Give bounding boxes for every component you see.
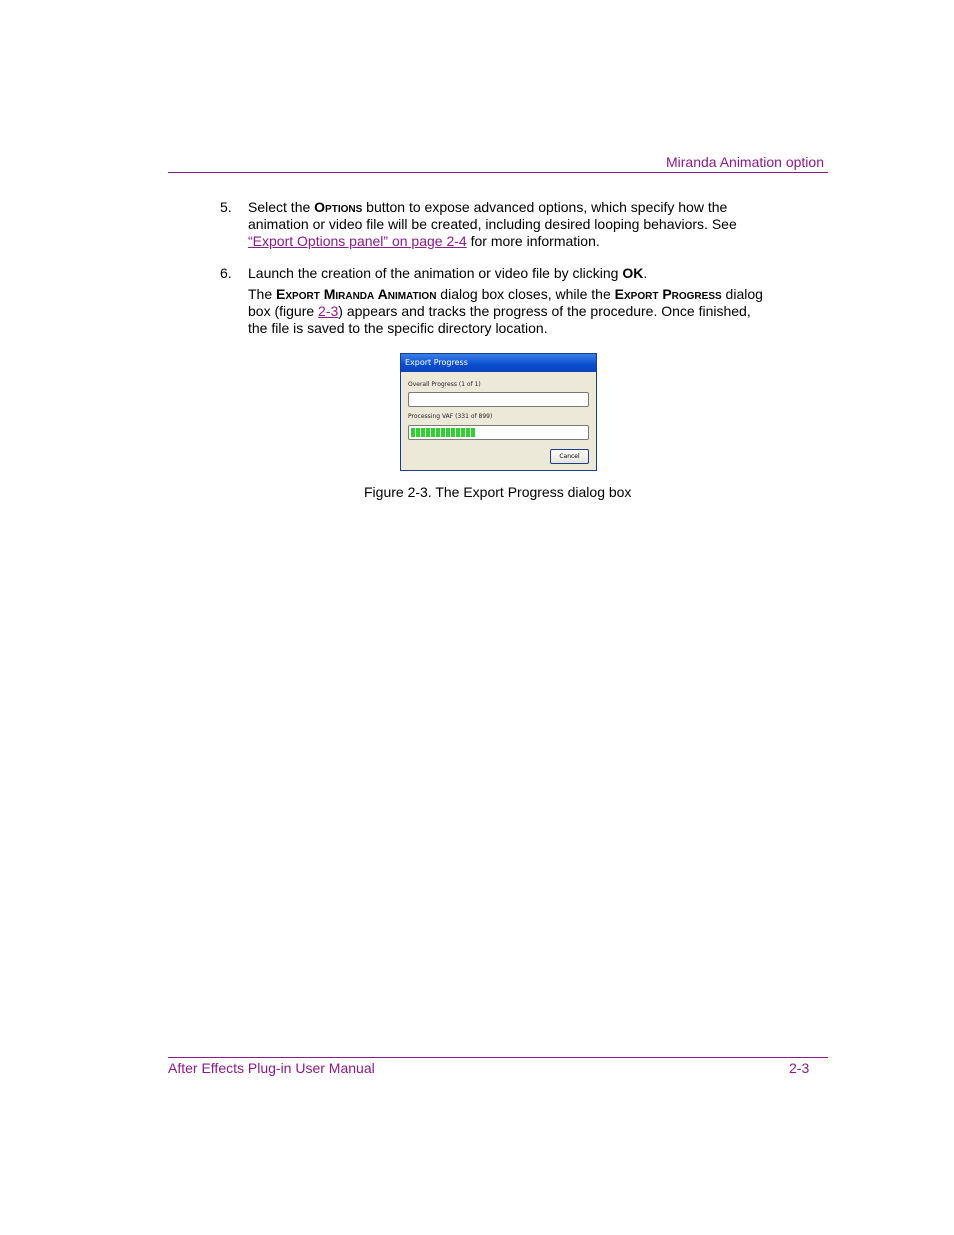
footer-rule: [168, 1057, 828, 1058]
step-5: [220, 199, 780, 251]
dialog-name: Export Progress: [614, 286, 722, 302]
export-options-link[interactable]: “Export Options panel” on page 2-4: [248, 233, 467, 249]
dialog-titlebar: Export Progress: [401, 354, 596, 372]
page-number: 2-3: [789, 1060, 810, 1076]
overall-progress-label: Overall Progress (1 of 1): [408, 381, 481, 388]
step-6: [220, 265, 780, 283]
overall-progress-bar: [408, 392, 589, 407]
processing-progress-fill: [411, 428, 476, 437]
figure-link[interactable]: 2-3: [318, 303, 339, 319]
cancel-button[interactable]: Cancel: [550, 449, 589, 464]
description-paragraph: The Export Miranda Animation dialog box closes, while the Export Progress dialog box (figure 2-3) appears and tracks the progress of the procedure. Once finished, the file is saved to the specific directory location.: [248, 286, 763, 336]
manual-title: After Effects Plug-in User Manual: [168, 1060, 375, 1076]
step-text: Select the Options button to expose advanced options, which specify how the animation or video file will be created, including desired looping behaviors. See “Export Options panel” on page 2-4 for more information.: [248, 199, 737, 249]
processing-progress-bar: [408, 425, 589, 440]
export-progress-dialog: [400, 353, 597, 471]
step-text: Launch the creation of the animation or video file by clicking OK.: [248, 265, 648, 281]
options-button-name: Options: [314, 199, 363, 215]
ok-button-name: OK: [622, 265, 644, 281]
header-rule: [168, 172, 828, 173]
figure-caption: Figure 2-3. The Export Progress dialog box: [364, 484, 632, 500]
processing-label: Processing VAF (331 of 899): [408, 413, 493, 420]
step-number: 6.: [220, 265, 232, 281]
dialog-name: Export Miranda Animation: [276, 286, 437, 302]
running-header: Miranda Animation option: [666, 154, 824, 170]
step-number: 5.: [220, 199, 232, 215]
